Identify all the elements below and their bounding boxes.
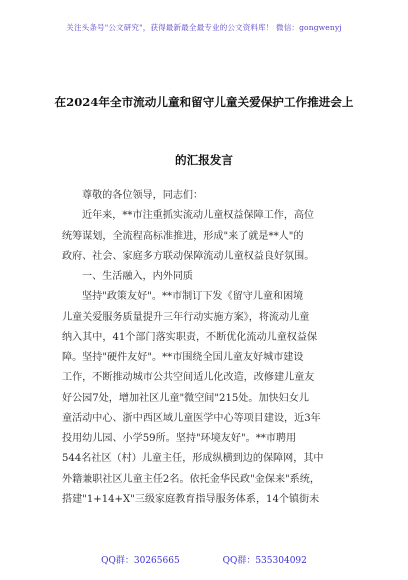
body-line: 544名社区（村）儿童主任，形成纵横到边的保障网，其中 (62, 453, 324, 465)
body-line: 近年来，**市注重抓实流动儿童权益保障工作，高位 (82, 210, 315, 222)
body-line: 坚持"政策友好"。**市制订下发《留守儿童和困境 (82, 291, 304, 303)
body-line: 儿童关爱服务质量提升三年行动实施方案》，将流动儿童 (62, 311, 310, 323)
body-line: 工作，不断推动城市公共空间适儿化改造，改修建儿童友 (62, 372, 315, 384)
body-line: 童活动中心、浙中西区域儿童医学中心等项目建设，近3年 (62, 412, 321, 424)
document-body (62, 186, 352, 510)
footer-contact (0, 553, 408, 566)
salutation: 尊敬的各位领导，同志们： (82, 190, 204, 201)
body-line: 好公园7处，增加社区儿童"微空间"215处。加快妇女儿 (62, 392, 309, 404)
body-line: 搭建"1+14+X"三级家庭教育指导服务体系，14个镇街未 (62, 493, 320, 505)
body-line: 投用幼儿园、小学59所。坚持"环境友好"。**市聘用 (62, 433, 297, 444)
qq-group-2: QQ群：535304092 (222, 556, 307, 566)
body-line: 政府、社会、家庭多方联动保障流动儿童权益良好氛围。 (62, 250, 315, 262)
body-line: 统筹谋划，全流程高标准推进，形成"来了就是**人"的 (62, 230, 304, 242)
body-line: 障。坚持"硬件友好"。**市围绕全国儿童友好城市建设 (62, 352, 304, 363)
document-title-line-1: 在2024年全市流动儿童和留守儿童关爱保护工作推进会上 (54, 95, 354, 109)
document-title-line-2: 的汇报发言 (175, 153, 233, 167)
body-line: 纳入其中，41个部门落实职责，不断优化流动儿童权益保 (62, 331, 318, 343)
qq-group-1: QQ群：30265665 (101, 556, 180, 566)
body-line: 外籍兼职社区儿童主任2名。依托金华民政"金保来"系统， (62, 473, 320, 485)
section-heading: 一、生活融入，内外同质 (82, 271, 194, 282)
promo-header: 关注头条号"公文研究"，获得最新最全最专业的公文资料库！ 微信：gongwenyj (66, 23, 342, 32)
